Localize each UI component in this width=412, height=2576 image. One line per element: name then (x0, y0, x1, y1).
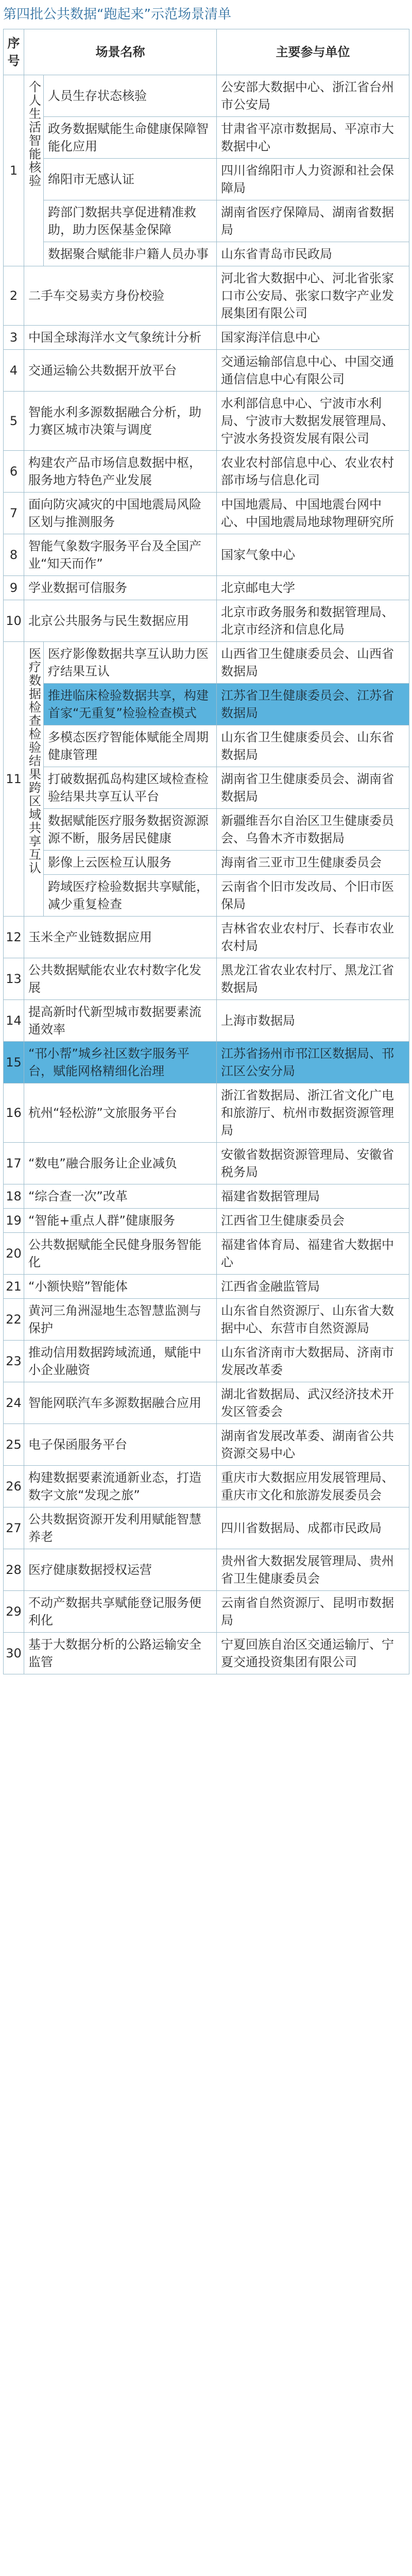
table-row (4, 1591, 409, 1633)
table-row (4, 917, 409, 958)
scenario-name: 面向防灾减灾的中国地震局风险区划与推测服务 (24, 493, 217, 534)
table-row (4, 1000, 409, 1042)
table-row (4, 534, 409, 576)
table-row (4, 350, 409, 392)
table-row (4, 576, 409, 600)
scenario-name: 北京公共服务与民生数据应用 (24, 600, 217, 642)
participating-units: 贵州省大数据发展管理局、贵州省卫生健康委员会 (217, 1549, 409, 1591)
participating-units: 河北省大数据中心、河北省张家口市公安局、张家口数字产业发展集团有限公司 (217, 266, 409, 326)
participating-units: 北京市政务服务和数据管理局、北京市经济和信息化局 (217, 600, 409, 642)
participating-units: 农业农村部信息中心、农业农村部市场与信息化司 (217, 451, 409, 493)
table-row (4, 1549, 409, 1591)
scenario-name: 杭州“轻松游”文旅服务平台 (24, 1083, 217, 1143)
row-number: 2 (4, 266, 24, 326)
participating-units: 江苏省扬州市邗江区数据局、邗江区公安分局 (217, 1042, 409, 1083)
scenario-name: 打破数据孤岛构建区域检查检验结果共享互认平台 (44, 767, 217, 809)
table-row (4, 600, 409, 642)
participating-units: 重庆市大数据应用发展管理局、重庆市文化和旅游发展委员会 (217, 1466, 409, 1507)
participating-units: 山东省济南市大数据局、济南市发展改革委 (217, 1341, 409, 1382)
table-row (4, 1382, 409, 1424)
scenario-name: 提高新时代新型城市数据要素流通效率 (24, 1000, 217, 1042)
header-units: 主要参与单位 (217, 29, 409, 75)
row-number: 10 (4, 600, 24, 642)
header-scenario-name: 场景名称 (24, 29, 217, 75)
table-row (4, 1507, 409, 1549)
participating-units: 山东省青岛市民政局 (217, 242, 409, 266)
table-row-highlighted (4, 684, 409, 725)
row-number: 26 (4, 1466, 24, 1507)
participating-units: 云南省个旧市发改局、个旧市医保局 (217, 875, 409, 917)
table-row (4, 1143, 409, 1184)
table-row (4, 875, 409, 917)
participating-units: 海南省三亚市卫生健康委员会 (217, 851, 409, 875)
participating-units: 四川省绵阳市人力资源和社会保障局 (217, 159, 409, 200)
table-row (4, 725, 409, 767)
participating-units: 湖南省卫生健康委员会、湖南省数据局 (217, 767, 409, 809)
row-number: 1 (4, 75, 24, 266)
row-number: 20 (4, 1233, 24, 1275)
table-row (4, 159, 409, 200)
scenario-name: 交通运输公共数据开放平台 (24, 350, 217, 392)
table-row (4, 1233, 409, 1275)
row-number: 28 (4, 1549, 24, 1591)
table-row (4, 958, 409, 1000)
table-row (4, 200, 409, 242)
row-number: 7 (4, 493, 24, 534)
scenario-name: “邗小帮”城乡社区数字服务平台，赋能网格精细化治理 (24, 1042, 217, 1083)
scenario-name: “数电”融合服务让企业减负 (24, 1143, 217, 1184)
participating-units: 水利部信息中心、宁波市水利局、宁波市大数据发展管理局、宁波水务投资发展有限公司 (217, 392, 409, 451)
row-number: 8 (4, 534, 24, 576)
table-row (4, 1466, 409, 1507)
row-number: 11 (4, 642, 24, 917)
scenario-name: 智能气象数字服务平台及全国产业“知天而作” (24, 534, 217, 576)
scenario-name: 构建数据要素流通新业态，打造数字文旅“发现之旅” (24, 1466, 217, 1507)
table-row (4, 326, 409, 350)
category-label: 个人生活智能核验 (24, 75, 44, 266)
scenario-name: “综合查一次”改革 (24, 1184, 217, 1209)
participating-units: 云南省自然资源厅、昆明市数据局 (217, 1591, 409, 1633)
table-header-row (4, 29, 409, 75)
participating-units: 吉林省农业农村厅、长春市农业农村局 (217, 917, 409, 958)
scenario-name: 影像上云医检互认服务 (44, 851, 217, 875)
participating-units: 国家气象中心 (217, 534, 409, 576)
row-number: 22 (4, 1299, 24, 1341)
participating-units: 中国地震局、中国地震台网中心、中国地震局地球物理研究所 (217, 493, 409, 534)
row-number: 29 (4, 1591, 24, 1633)
row-number: 3 (4, 326, 24, 350)
participating-units: 新疆维吾尔自治区卫生健康委员会、乌鲁木齐市数据局 (217, 809, 409, 851)
row-number: 30 (4, 1633, 24, 1674)
table-row (4, 392, 409, 451)
scenario-name: 医疗影像数据共享互认助力医疗结果互认 (44, 642, 217, 684)
participating-units: 北京邮电大学 (217, 576, 409, 600)
scenario-name: 推进临床检验数据共享，构建首家“无重复”检验检查模式 (44, 684, 217, 725)
scenario-name: 中国全球海洋水文气象统计分析 (24, 326, 217, 350)
row-number: 9 (4, 576, 24, 600)
scenario-name: 公共数据赋能全民健身服务智能化 (24, 1233, 217, 1275)
category-label: 医疗数据检查检验结果跨区域共享互认 (24, 642, 44, 917)
scenario-name: 数据赋能医疗服务数据资源源源不断，服务居民健康 (44, 809, 217, 851)
row-number: 12 (4, 917, 24, 958)
scenario-name: 公共数据资源开发利用赋能智慧养老 (24, 1507, 217, 1549)
scenario-name: 智能网联汽车多源数据融合应用 (24, 1382, 217, 1424)
participating-units: 山东省卫生健康委员会、山东省数据局 (217, 725, 409, 767)
participating-units: 黑龙江省农业农村厅、黑龙江省数据局 (217, 958, 409, 1000)
scenario-name: 多模态医疗智能体赋能全周期健康管理 (44, 725, 217, 767)
participating-units: 安徽省数据资源管理局、安徽省税务局 (217, 1143, 409, 1184)
row-number: 15 (4, 1042, 24, 1083)
participating-units: 山西省卫生健康委员会、山西省数据局 (217, 642, 409, 684)
scenario-name: 跨部门数据共享促进精准救助，助力医保基金保障 (44, 200, 217, 242)
table-row (4, 242, 409, 266)
scenario-name: 不动产数据共享赋能登记服务便利化 (24, 1591, 217, 1633)
table-row (4, 451, 409, 493)
participating-units: 浙江省数据局、浙江省文化广电和旅游厅、杭州市数据资源管理局 (217, 1083, 409, 1143)
scenario-name: 学业数据可信服务 (24, 576, 217, 600)
table-row (4, 1209, 409, 1233)
table-row (4, 75, 409, 117)
row-number: 23 (4, 1341, 24, 1382)
scenario-list-table (3, 29, 409, 1674)
row-number: 24 (4, 1382, 24, 1424)
table-row (4, 1633, 409, 1674)
row-number: 13 (4, 958, 24, 1000)
participating-units: 宁夏回族自治区交通运输厅、宁夏交通投资集团有限公司 (217, 1633, 409, 1674)
table-row (4, 767, 409, 809)
scenario-name: 基于大数据分析的公路运输安全监管 (24, 1633, 217, 1674)
row-number: 27 (4, 1507, 24, 1549)
table-row (4, 851, 409, 875)
participating-units: 湖南省医疗保障局、湖南省数据局 (217, 200, 409, 242)
participating-units: 国家海洋信息中心 (217, 326, 409, 350)
scenario-name: 绵阳市无感认证 (44, 159, 217, 200)
participating-units: 江苏省卫生健康委员会、江苏省数据局 (217, 684, 409, 725)
participating-units: 江西省卫生健康委员会 (217, 1209, 409, 1233)
table-row (4, 1083, 409, 1143)
table-row (4, 493, 409, 534)
participating-units: 公安部大数据中心、浙江省台州市公安局 (217, 75, 409, 117)
header-no: 序号 (4, 29, 24, 75)
table-row (4, 1184, 409, 1209)
scenario-name: “智能+重点人群”健康服务 (24, 1209, 217, 1233)
participating-units: 湖北省数据局、武汉经济技术开发区管委会 (217, 1382, 409, 1424)
scenario-name: 数据聚合赋能非户籍人员办事 (44, 242, 217, 266)
row-number: 16 (4, 1083, 24, 1143)
participating-units: 福建省数据管理局 (217, 1184, 409, 1209)
table-row (4, 1424, 409, 1466)
participating-units: 福建省体育局、福建省大数据中心 (217, 1233, 409, 1275)
participating-units: 四川省数据局、成都市民政局 (217, 1507, 409, 1549)
scenario-name: 构建农产品市场信息数据中枢，服务地方特色产业发展 (24, 451, 217, 493)
participating-units: 湖南省发展改革委、湖南省公共资源交易中心 (217, 1424, 409, 1466)
scenario-name: 跨域医疗检验数据共享赋能，减少重复检查 (44, 875, 217, 917)
scenario-name: 人员生存状态核验 (44, 75, 217, 117)
participating-units: 上海市数据局 (217, 1000, 409, 1042)
row-number: 19 (4, 1209, 24, 1233)
participating-units: 甘肃省平凉市数据局、平凉市大数据中心 (217, 117, 409, 159)
participating-units: 江西省金融监管局 (217, 1275, 409, 1299)
scenario-name: 玉米全产业链数据应用 (24, 917, 217, 958)
participating-units: 交通运输部信息中心、中国交通通信信息中心有限公司 (217, 350, 409, 392)
row-number: 18 (4, 1184, 24, 1209)
participating-units: 山东省自然资源厅、山东省大数据中心、东营市自然资源局 (217, 1299, 409, 1341)
table-row-highlighted (4, 1042, 409, 1083)
scenario-name: 电子保函服务平台 (24, 1424, 217, 1466)
scenario-name: 医疗健康数据授权运营 (24, 1549, 217, 1591)
table-row (4, 266, 409, 326)
page-title: 第四批公共数据“跑起来”示范场景清单 (3, 7, 231, 22)
scenario-name: 政务数据赋能生命健康保障智能化应用 (44, 117, 217, 159)
table-row (4, 117, 409, 159)
table-row (4, 1299, 409, 1341)
row-number: 21 (4, 1275, 24, 1299)
table-row (4, 1275, 409, 1299)
table-row (4, 1341, 409, 1382)
scenario-name: 黄河三角洲湿地生态智慧监测与保护 (24, 1299, 217, 1341)
scenario-name: “小额快赔”智能体 (24, 1275, 217, 1299)
row-number: 5 (4, 392, 24, 451)
scenario-name: 智能水利多源数据融合分析，助力赛区城市决策与调度 (24, 392, 217, 451)
row-number: 6 (4, 451, 24, 493)
table-row (4, 809, 409, 851)
row-number: 25 (4, 1424, 24, 1466)
row-number: 17 (4, 1143, 24, 1184)
scenario-name: 推动信用数据跨域流通，赋能中小企业融资 (24, 1341, 217, 1382)
scenario-name: 公共数据赋能农业农村数字化发展 (24, 958, 217, 1000)
row-number: 4 (4, 350, 24, 392)
row-number: 14 (4, 1000, 24, 1042)
scenario-name: 二手车交易卖方身份校验 (24, 266, 217, 326)
table-row (4, 642, 409, 684)
